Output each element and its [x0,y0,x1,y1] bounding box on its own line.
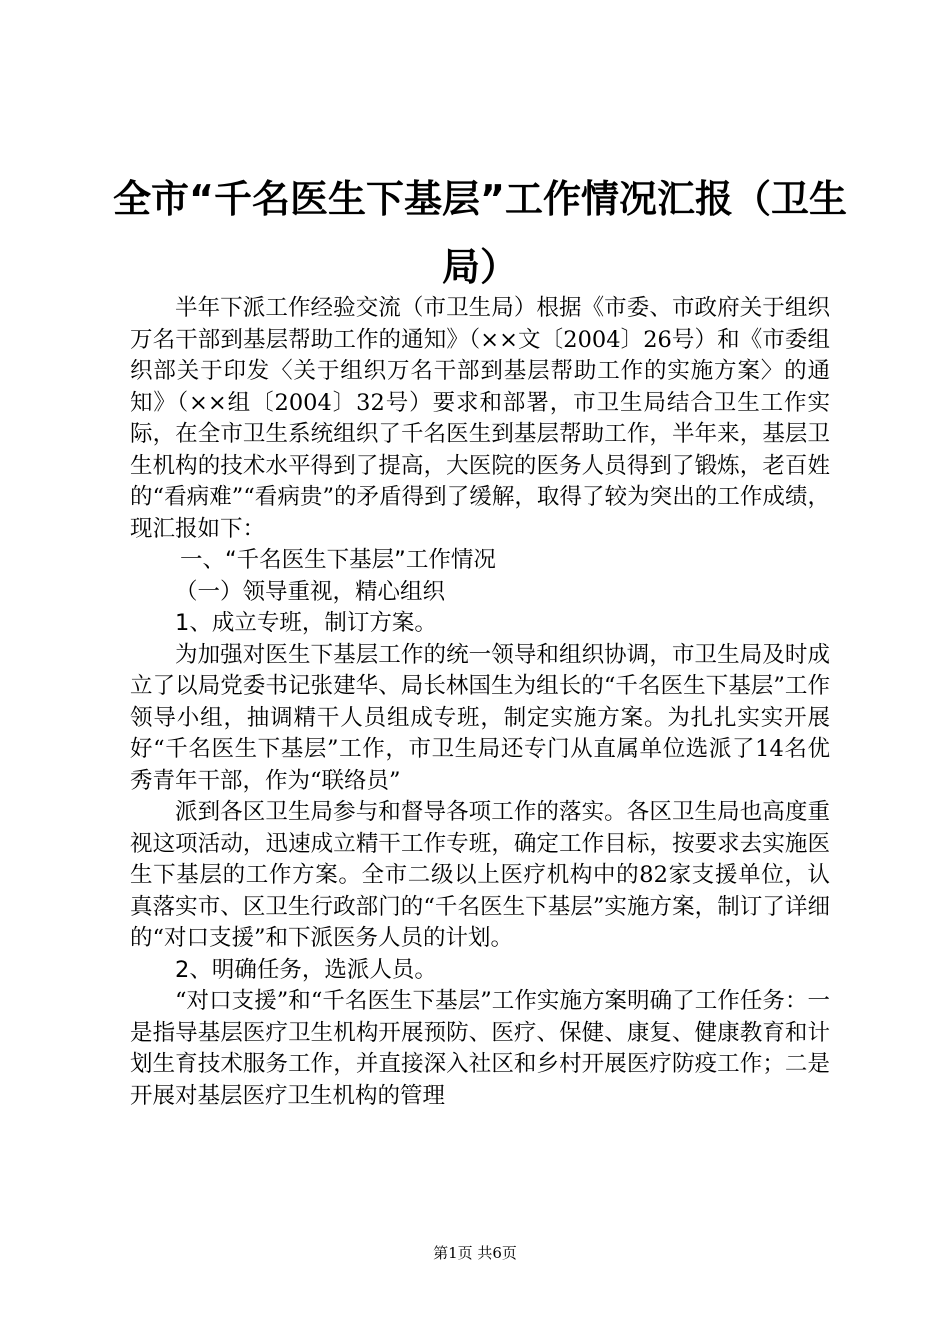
item-heading: 1、成立专班，制订方案。 [175,610,437,636]
document-title: 全市“千名医生下基层”工作情况汇报（卫生局） [113,177,847,289]
body-paragraph: 派到各区卫生局参与和督导各项工作的落实。各区卫生局也高度重视这项活动，迅速成立精干工作专班，确定工作目标，按要求去实施医生下基层的工作方案。全市二级以上医疗机构中的82家支援单位，认真落实市、区卫生行政部门的“千名医生下基层”实施方案，制订了详细的“对口支援”和下派医务人员的计划。 [130,799,830,951]
body-paragraph: “对口支援”和“千名医生下基层”工作实施方案明确了工作任务：一是指导基层医疗卫生机构开展预防、医疗、保健、康复、健康教育和计划生育技术服务工作，并直接深入社区和乡村开展医疗防疫工作；二是开展对基层医疗卫生机构的管理 [130,988,830,1109]
page-number-footer: 第1页 共6页 [433,1244,517,1262]
intro-paragraph: 半年下派工作经验交流（市卫生局）根据《市委、市政府关于组织万名干部到基层帮助工作的通知》（××文〔2004〕26号）和《市委组织部关于印发〈关于组织万名干部到基层帮助工作的实施方案〉的通知》（××组〔2004〕32号）要求和部署，市卫生局结合卫生工作实际，在全市卫生系统组织了千名医生到基层帮助工作，半年来，基层卫生机构的技术水平得到了提高，大医院的医务人员得到了锻炼，老百姓的“看病难”“看病贵”的矛盾得到了缓解，取得了较为突出的工作成绩，现汇报如下： [130,295,830,542]
item-heading: 2、明确任务，选派人员。 [175,956,437,983]
section-heading: 一、“千名医生下基层”工作情况 [180,547,496,573]
subsection-heading: （一）领导重视，精心组织 [175,578,446,605]
document-body [130,293,830,1112]
body-paragraph: 为加强对医生下基层工作的统一领导和组织协调，市卫生局及时成立了以局党委书记张建华、局长林国生为组长的“千名医生下基层”工作领导小组，抽调精干人员组成专班，制定实施方案。为扎扎实实开展好“千名医生下基层”工作，市卫生局还专门从直属单位选派了14名优秀青年干部，作为“联络员” [130,641,830,794]
